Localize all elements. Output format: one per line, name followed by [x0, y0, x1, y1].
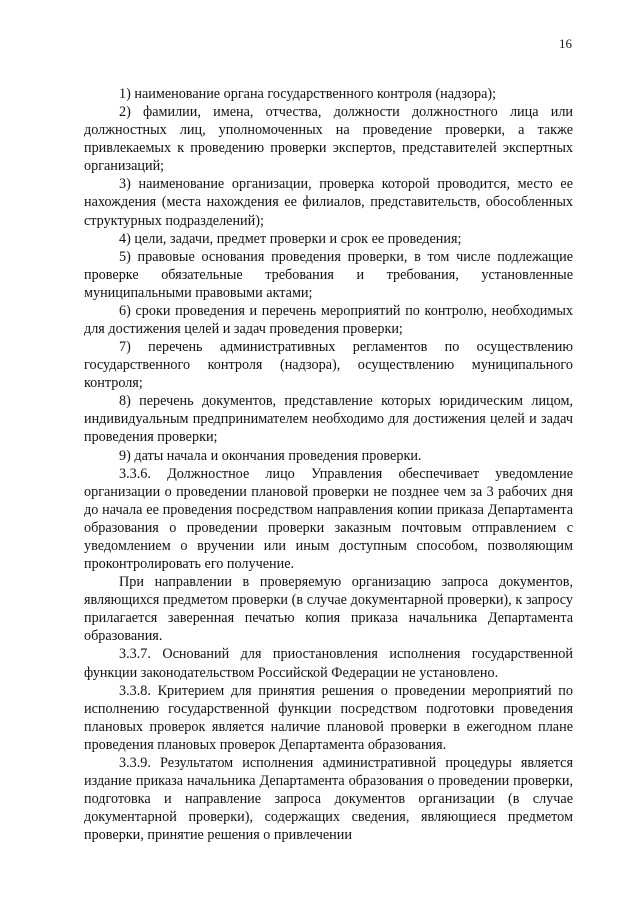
paragraph-item-3: 3) наименование организации, проверка которой проводится, место ее нахождения (места нахождения ее филиалов, представительств, обособленных структурных подразделений);: [84, 176, 573, 229]
paragraph-item-1: 1) наименование органа государственного контроля (надзора);: [119, 86, 497, 102]
document-body: [84, 85, 573, 844]
paragraph-section-3-3-8: 3.3.8. Критерием для принятия решения о проведении мероприятий по исполнению государственной функции посредством подготовки проведения плановых проверок является наличие плановой проверки в ежегодном плане проведения плановых проверок Департамента образования.: [84, 682, 573, 753]
page-number: 16: [559, 36, 572, 51]
paragraph-item-7: 7) перечень административных регламентов по осуществлению государственного контроля (надзора), осуществлению муниципального контроля;: [84, 339, 573, 392]
paragraph-item-6: 6) сроки проведения и перечень мероприятий по контролю, необходимых для достижения целей и задач проведения проверки;: [84, 302, 573, 338]
paragraph-request-documents: При направлении в проверяемую организацию запроса документов, являющихся предметом проверки (в случае документарной проверки), к запросу прилагается заверенная печатью копия приказа начальника Департамента образования.: [84, 574, 573, 645]
paragraph-item-8: 8) перечень документов, представление которых юридическим лицом, индивидуальным предпринимателем необходимо для достижения целей и задач проведения проверки;: [84, 393, 573, 446]
paragraph-section-3-3-6: 3.3.6. Должностное лицо Управления обеспечивает уведомление организации о проведении плановой проверки не позднее чем за 3 рабочих дня до начала ее проведения посредством направления копии приказа Департамента образования о проведении проверки заказным почтовым отправлением с уведомлением о вручении или иным доступным способом, позволяющим проконтролировать его получение.: [84, 465, 573, 573]
paragraph-item-2: 2) фамилии, имена, отчества, должности должностного лица или должностных лиц, уполномоченных на проведение проверки, а также привлекаемых к проведению проверки экспертов, представителей экспертных организаций;: [84, 104, 573, 175]
paragraph-section-3-3-9: 3.3.9. Результатом исполнения административной процедуры является издание приказа начальника Департамента образования о проведении проверки, подготовка и направление запроса документов организации (в случае документарной проверки), содержащих сведения, являющиеся предметом проверки, принятие решения о привлечении: [84, 754, 573, 844]
paragraph-item-4: 4) цели, задачи, предмет проверки и срок ее проведения;: [119, 230, 462, 247]
paragraph-item-5: 5) правовые основания проведения проверки, в том числе подлежащие проверке обязательные требования и требования, установленные муниципальными правовыми актами;: [84, 248, 573, 301]
paragraph-section-3-3-7: 3.3.7. Оснований для приостановления исполнения государственной функции законодательством Российской Федерации не установлено.: [84, 646, 573, 681]
paragraph-item-9: 9) даты начала и окончания проведения проверки.: [119, 447, 422, 464]
